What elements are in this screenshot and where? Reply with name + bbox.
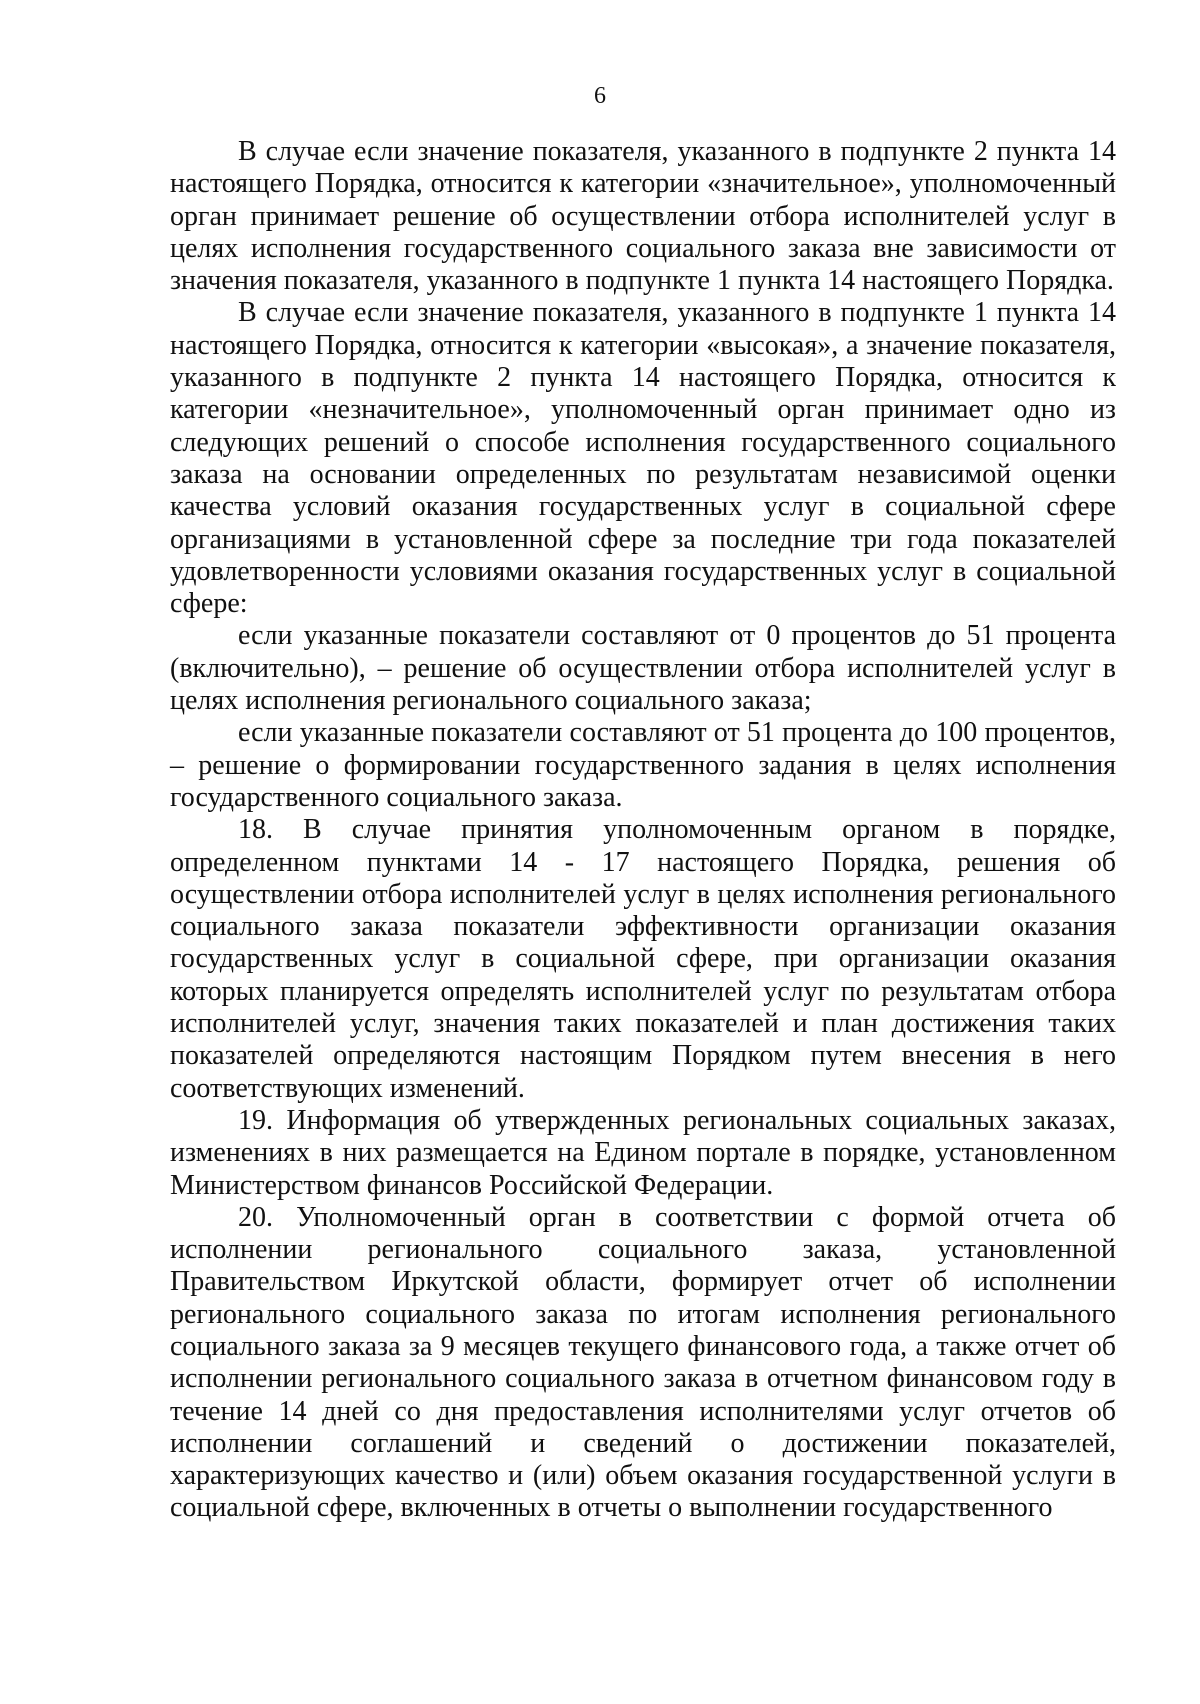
paragraph-range-0-51: если указанные показатели составляют от 0 процентов до 51 процента (включительно), – решение об осуществлении отбора исполнителей услуг в целях исполнения регионального социального заказа; — [170, 620, 1116, 717]
document-body — [170, 136, 1116, 1525]
paragraph-significant-indicator: В случае если значение показателя, указанного в подпункте 2 пункта 14 настоящего Порядка, относится к категории «значительное», уполномоченный орган принимает решение об осуществлении отбора исполнителей услуг в целях исполнения государственного социального заказа вне зависимости от значения показателя, указанного в подпункте 1 пункта 14 настоящего Порядка. — [170, 136, 1116, 297]
paragraph-range-51-100: если указанные показатели составляют от 51 процента до 100 процентов, – решение о формировании государственного задания в целях исполнения государственного социального заказа. — [170, 717, 1116, 813]
paragraph-item-18: 18. В случае принятия уполномоченным органом в порядке, определенном пунктами 14 - 17 настоящего Порядка, решения об осуществлении отбора исполнителей услуг в целях исполнения регионального социального заказа показатели эффективности организации оказания государственных услуг в социальной сфере, при организации оказания которых планируется определять исполнителей услуг по результатам отбора исполнителей услуг, значения таких показателей и план достижения таких показателей определяются настоящим Порядком путем внесения в него соответствующих изменений. — [170, 814, 1116, 1104]
paragraph-high-indicator: В случае если значение показателя, указанного в подпункте 1 пункта 14 настоящего Порядка, относится к категории «высокая», а значение показателя, указанного в подпункте 2 пункта 14 настоящего Порядка, относится к категории «незначительное», уполномоченный орган принимает одно из следующих решений о способе исполнения государственного социального заказа на основании определенных по результатам независимой оценки качества условий оказания государственных услуг в социальной сфере организациями в установленной сфере за последние три года показателей удовлетворенности условиями оказания государственных услуг в социальной сфере: — [170, 297, 1116, 620]
page-number: 6 — [594, 83, 606, 109]
paragraph-item-20: 20. Уполномоченный орган в соответствии с формой отчета об исполнении регионального социального заказа, установленной Правительством Иркутской области, формирует отчет об исполнении регионального социального заказа по итогам исполнения регионального социального заказа за 9 месяцев текущего финансового года, а также отчет об исполнении регионального социального заказа в отчетном финансовом году в течение 14 дней со дня предоставления исполнителями услуг отчетов об исполнении соглашений и сведений о достижении показателей, характеризующих качество и (или) объем оказания государственной услуги в социальной сфере, включенных в отчеты о выполнении государственного — [170, 1201, 1116, 1524]
paragraph-item-19: 19. Информация об утвержденных региональных социальных заказах, изменениях в них размещается на Едином портале в порядке, установленном Министерством финансов Российской Федерации. — [170, 1104, 1116, 1201]
